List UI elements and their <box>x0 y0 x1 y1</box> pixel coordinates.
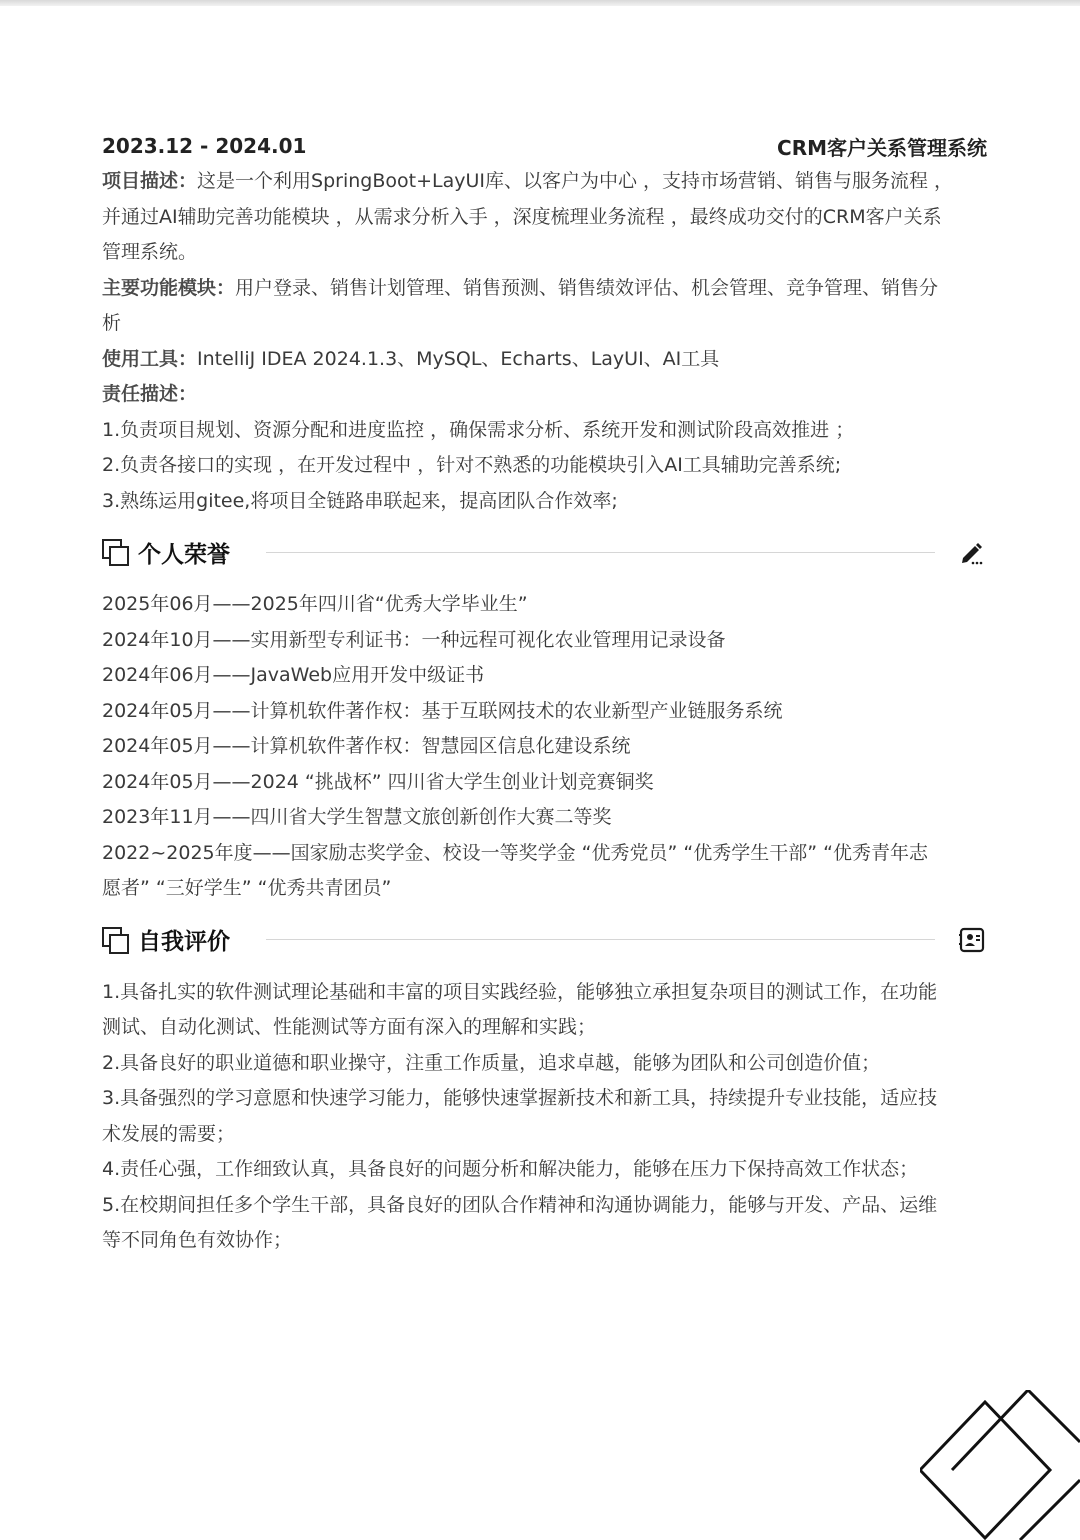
project-tools-label: 使用工具： <box>102 347 198 370</box>
profile-card-icon <box>957 925 987 955</box>
top-edge-shadow <box>0 0 1080 6</box>
project-modules-text: 用户登录、销售计划管理、销售预测、销售绩效评估、机会管理、竞争管理、销售分 <box>235 276 939 299</box>
honors-list <box>102 587 987 907</box>
self-eval-list <box>102 975 987 1259</box>
project-duty-item: 2.负责各接口的实现 ，在开发过程中 ，针对不熟悉的功能模块引入AI工具辅助完善系统; <box>102 454 842 476</box>
project-modules-line: 析 <box>102 312 122 334</box>
self-eval-line: 测试、自动化测试、性能测试等方面有深入的理解和实践； <box>102 1016 597 1038</box>
honor-item: 2023年11月——四川省大学生智慧文旅创新创作大赛二等奖 <box>102 806 612 828</box>
project-duty-label: 责任描述： <box>102 383 198 405</box>
corner-diamond-lines-icon <box>920 1390 1080 1540</box>
self-eval-line: 等不同角色有效协作； <box>102 1229 293 1251</box>
project-date-range: 2023.12 - 2024.01 <box>102 134 307 158</box>
honor-item: 2024年10月——实用新型专利证书：一种远程可视化农业管理用记录设备 <box>102 628 726 651</box>
project-duty-item: 1.负责项目规划、资源分配和进度监控 ，确保需求分析、系统开发和测试阶段高效推进 ； <box>102 418 855 441</box>
honor-item: 2025年06月——2025年四川省“优秀大学毕业生” <box>102 593 528 615</box>
self-eval-line: 3.具备强烈的学习意愿和快速学习能力，能够快速掌握新技术和新工具，持续提升专业技能，适应技 <box>102 1087 938 1109</box>
overlap-squares-icon <box>102 927 128 953</box>
project-modules-line <box>102 271 987 307</box>
edit-pen-icon <box>957 537 987 567</box>
project-modules-label: 主要功能模块： <box>102 276 236 299</box>
resume-page <box>102 128 987 1259</box>
self-eval-section-header <box>102 915 987 965</box>
self-eval-line: 5.在校期间担任多个学生干部，具备良好的团队合作精神和沟通协调能力，能够与开发、产品、运维 <box>102 1193 938 1216</box>
self-eval-line: 术发展的需要； <box>102 1122 236 1145</box>
project-description-line: 并通过AI辅助完善功能模块 ，从需求分析入手 ，深度梳理业务流程 ，最终成功交付的CRM客户关系 <box>102 205 942 228</box>
self-eval-line: 2.具备良好的职业道德和职业操守，注重工作质量，追求卓越，能够为团队和公司创造价值； <box>102 1051 881 1074</box>
self-eval-line: 1.具备扎实的软件测试理论基础和丰富的项目实践经验，能够独立承担复杂项目的测试工作，在功能 <box>102 980 938 1003</box>
section-divider <box>266 939 935 940</box>
project-duty-label-line <box>102 377 987 413</box>
honor-item: 2024年06月——JavaWeb应用开发中级证书 <box>102 664 485 686</box>
honor-item: 2024年05月——计算机软件著作权：基于互联网技术的农业新型产业链服务系统 <box>102 699 783 722</box>
project-header <box>102 128 987 164</box>
project-name: CRM客户关系管理系统 <box>777 135 987 160</box>
honor-item: 2022~2025年度——国家励志奖学金、校设一等奖学金 “优秀党员” “优秀学生干部” “优秀青年志 <box>102 841 928 864</box>
honor-item: 2024年05月——2024 “挑战杯” 四川省大学生创业计划竞赛铜奖 <box>102 770 654 793</box>
project-description-text: 这是一个利用SpringBoot+LayUI库、以客户为中心 ，支持市场营销、销售与服务流程 ， <box>197 170 954 192</box>
self-eval-section-title: 自我评价 <box>138 929 230 955</box>
project-tools-line <box>102 342 987 378</box>
project-description-label: 项目描述： <box>102 170 198 192</box>
honors-section-header <box>102 527 987 577</box>
project-description-line <box>102 164 987 200</box>
section-divider <box>266 552 935 553</box>
project-description-line: 管理系统。 <box>102 241 198 263</box>
self-eval-line: 4.责任心强，工作细致认真，具备良好的问题分析和解决能力，能够在压力下保持高效工作状态； <box>102 1158 919 1180</box>
project-tools-text: IntelliJ IDEA 2024.1.3、MySQL、Echarts、LayUI、AI工具 <box>197 347 720 370</box>
honor-item: 2024年05月——计算机软件著作权：智慧园区信息化建设系统 <box>102 735 631 757</box>
honor-item: 愿者” “三好学生” “优秀共青团员” <box>102 877 392 899</box>
project-duty-item: 3.熟练运用gitee,将项目全链路串联起来，提高团队合作效率; <box>102 489 618 512</box>
honors-section-title: 个人荣誉 <box>138 541 230 568</box>
overlap-squares-icon <box>102 539 128 565</box>
